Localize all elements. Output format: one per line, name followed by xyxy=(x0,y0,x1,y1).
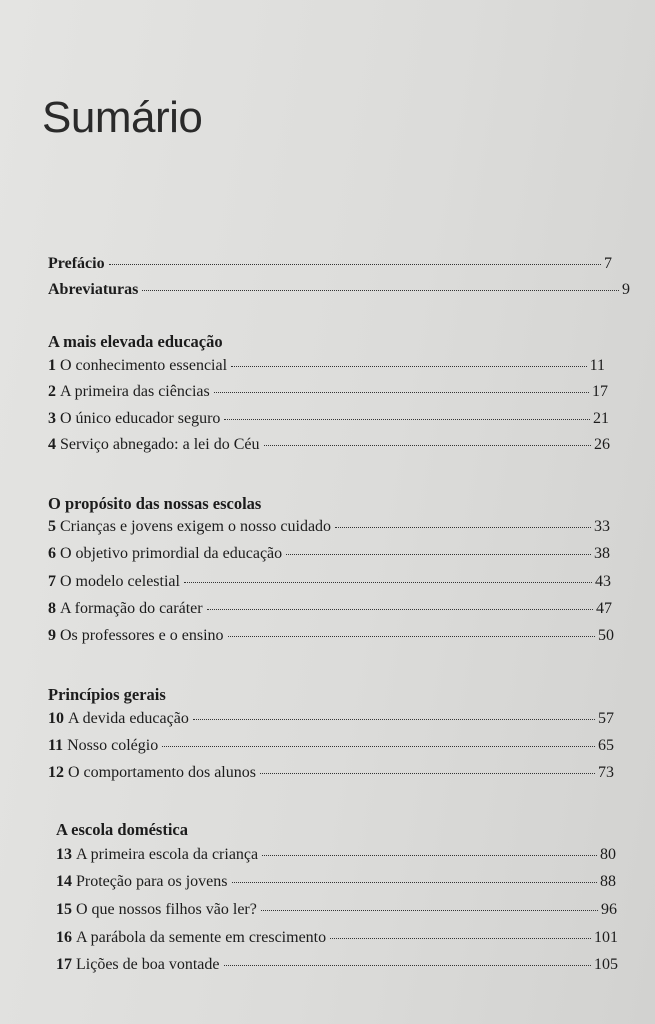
dot-leader xyxy=(262,855,597,856)
toc-entry xyxy=(48,410,609,428)
dot-leader xyxy=(330,938,591,939)
toc-entry-page: 88 xyxy=(600,873,616,890)
toc-entry-label: Nosso colégio xyxy=(67,737,159,754)
toc-entry xyxy=(56,929,618,947)
toc-entry xyxy=(48,710,614,728)
toc-entry-page: 50 xyxy=(598,627,614,644)
dot-leader xyxy=(261,910,598,911)
toc-entry-label: O conhecimento essencial xyxy=(60,357,228,374)
toc-entry-number: 11 xyxy=(48,737,64,754)
toc-entry-number: 12 xyxy=(48,764,64,781)
toc-entry-label: Prefácio xyxy=(48,255,105,272)
toc-entry-page: 65 xyxy=(598,737,614,754)
toc-entry xyxy=(56,901,617,919)
toc-entry-label: Abreviaturas xyxy=(48,281,139,298)
toc-entry xyxy=(48,357,605,375)
toc-entry xyxy=(48,764,614,782)
toc-entry-number: 15 xyxy=(56,901,72,918)
page-title: Sumário xyxy=(42,93,203,143)
dot-leader xyxy=(224,965,592,966)
toc-entry xyxy=(48,737,614,755)
dot-leader xyxy=(224,419,590,420)
toc-entry-number: 16 xyxy=(56,929,72,946)
toc-entry-label: Crianças e jovens exigem o nosso cuidado xyxy=(60,518,332,535)
dot-leader xyxy=(286,554,591,555)
toc-entry-page: 38 xyxy=(594,545,610,562)
toc-entry-label: Proteção para os jovens xyxy=(76,873,228,890)
toc-entry-prefacio xyxy=(48,255,612,273)
dot-leader xyxy=(231,366,587,367)
toc-entry-number: 5 xyxy=(48,518,56,535)
toc-entry-page: 47 xyxy=(596,600,612,617)
toc-entry-page: 73 xyxy=(598,764,614,781)
toc-entry-abreviaturas xyxy=(48,281,630,299)
toc-entry-number: 3 xyxy=(48,410,56,427)
dot-leader xyxy=(184,582,592,583)
toc-entry xyxy=(48,436,610,454)
section-heading: O propósito das nossas escolas xyxy=(48,494,262,513)
toc-entry-page: 105 xyxy=(594,956,618,973)
toc-entry-number: 4 xyxy=(48,436,56,453)
toc-entry-label: Lições de boa vontade xyxy=(76,956,220,973)
toc-entry-page: 7 xyxy=(604,255,612,272)
toc-entry xyxy=(48,383,608,401)
toc-entry-label: A formação do caráter xyxy=(60,600,203,617)
toc-entry-page: 21 xyxy=(593,410,609,427)
toc-entry xyxy=(48,545,610,563)
toc-entry-number: 1 xyxy=(48,357,56,374)
toc-entry-label: A parábola da semente em crescimento xyxy=(76,929,327,946)
toc-entry xyxy=(48,600,612,618)
toc-entry-label: A primeira das ciências xyxy=(60,383,210,400)
toc-entry-number: 17 xyxy=(56,956,72,973)
toc-entry-label: O objetivo primordial da educação xyxy=(60,545,283,562)
toc-entry-number: 10 xyxy=(48,710,64,727)
dot-leader xyxy=(109,264,601,265)
toc-entry xyxy=(48,518,610,536)
toc-entry-label: O comportamento dos alunos xyxy=(68,764,256,781)
dot-leader xyxy=(264,445,592,446)
dot-leader xyxy=(214,392,589,393)
toc-entry-label: O único educador seguro xyxy=(60,410,221,427)
dot-leader xyxy=(193,719,595,720)
toc-entry-page: 17 xyxy=(592,383,608,400)
toc-entry xyxy=(56,873,616,891)
toc-entry-number: 7 xyxy=(48,573,56,590)
toc-entry-label: A devida educação xyxy=(68,710,189,727)
section-heading: Princípios gerais xyxy=(48,685,166,704)
toc-entry-label: Serviço abnegado: a lei do Céu xyxy=(60,436,260,453)
toc-entry-label: O modelo celestial xyxy=(60,573,180,590)
dot-leader xyxy=(162,746,595,747)
toc-entry-page: 33 xyxy=(594,518,610,535)
dot-leader xyxy=(228,636,595,637)
dot-leader xyxy=(335,527,591,528)
toc-entry-number: 8 xyxy=(48,600,56,617)
toc-entry-label: Os professores e o ensino xyxy=(60,627,224,644)
section-heading: A escola doméstica xyxy=(56,820,188,839)
toc-entry xyxy=(48,627,614,645)
toc-entry-page: 11 xyxy=(589,357,605,374)
toc-entry-page: 80 xyxy=(600,846,616,863)
toc-entry xyxy=(56,846,616,864)
section-heading: A mais elevada educação xyxy=(48,332,223,351)
toc-entry-page: 96 xyxy=(601,901,617,918)
toc-entry xyxy=(48,573,611,591)
dot-leader xyxy=(142,290,619,291)
toc-entry-number: 14 xyxy=(56,873,72,890)
dot-leader xyxy=(232,882,597,883)
toc-entry-page: 57 xyxy=(598,710,614,727)
toc-entry-page: 101 xyxy=(594,929,618,946)
toc-entry-number: 13 xyxy=(56,846,72,863)
toc-entry-page: 43 xyxy=(595,573,611,590)
dot-leader xyxy=(260,773,595,774)
toc-entry-number: 9 xyxy=(48,627,56,644)
dot-leader xyxy=(207,609,593,610)
toc-entry-label: A primeira escola da criança xyxy=(76,846,259,863)
toc-entry-number: 2 xyxy=(48,383,56,400)
toc-entry xyxy=(56,956,618,974)
toc-entry-page: 9 xyxy=(622,281,630,298)
toc-entry-label: O que nossos filhos vão ler? xyxy=(76,901,257,918)
toc-entry-page: 26 xyxy=(594,436,610,453)
toc-entry-number: 6 xyxy=(48,545,56,562)
